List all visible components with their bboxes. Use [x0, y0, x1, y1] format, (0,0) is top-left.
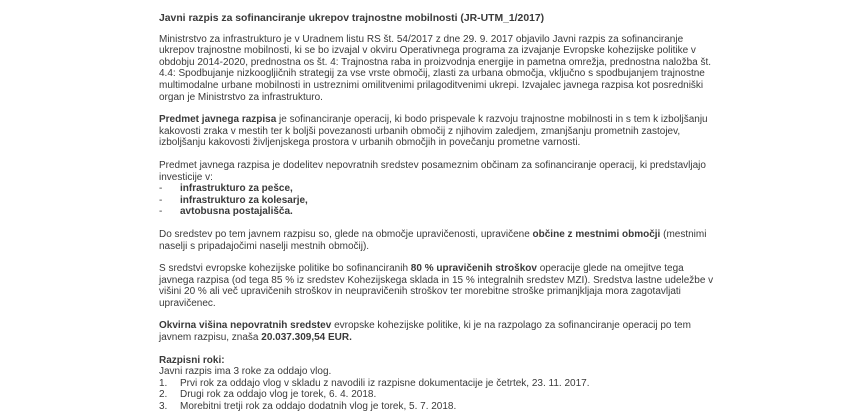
eligible-applicants: občine z mestnimi območji — [532, 228, 661, 240]
subject-text: je sofinanciranje operacij, ki bodo prispevale k razvoju trajnostne mobilnosti in s tem k izboljšanju kakovosti zraka v mestih ter k boljši povezanosti urbanih območij z njihovim zaledjem, zmanjšanju prometnih zastojev, izboljšanju kakovosti življenjskega prostora v urbanih območjih in povečanju prometne varnosti. — [159, 114, 708, 149]
list-item — [159, 401, 719, 413]
announcement-document — [159, 13, 719, 413]
list-number: 3. — [159, 401, 168, 413]
list-item-text: infrastrukturo za kolesarje, — [180, 194, 308, 206]
funding-amount: 20.037.309,54 EUR. — [261, 332, 352, 344]
list-item — [159, 195, 719, 207]
list-item — [159, 378, 719, 390]
funding-text: evropske kohezijske politike, ki je na razpolago za sofinanciranje operacij po tem javnem razpisu, znaša — [159, 320, 691, 344]
list-item-text: Drugi rok za oddajo vlog je torek, 6. 4. 2018. — [180, 389, 377, 401]
deadlines-heading-text: Razpisni roki: — [159, 354, 225, 366]
document-title: Javni razpis za sofinanciranje ukrepov trajnostne mobilnosti (JR-UTM_1/2017) — [159, 13, 545, 24]
list-item — [159, 183, 719, 195]
list-item-text: Prvi rok za oddajo vlog v skladu z navodili iz razpisne dokumentacije je četrtek, 23. 11. 2017. — [180, 377, 590, 389]
list-number: 1. — [159, 377, 168, 389]
eligibility-text-b: (mestnimi naselji s pripadajočimi naselji mestnih območij). — [159, 228, 707, 252]
list-item — [159, 206, 719, 218]
cofinancing-rate: 80 % upravičenih stroškov — [410, 263, 537, 275]
deadlines-intro: Javni razpis ima 3 roke za oddajo vlog. — [159, 366, 332, 378]
list-item-text: infrastrukturo za pešce, — [180, 183, 293, 195]
funding-label: Okvirna višina nepovratnih sredstev — [159, 320, 332, 332]
list-item-text: Morebitni tretji rok za oddajo dodatnih vlog je torek, 5. 7. 2018. — [180, 401, 457, 413]
list-bullet: - — [159, 206, 163, 218]
list-number: 2. — [159, 389, 168, 401]
cofinancing-paragraph — [159, 263, 719, 309]
cofinancing-text-a: S sredstvi evropske kohezijske politike bo sofinanciranih — [159, 263, 411, 275]
list-item — [159, 389, 719, 401]
investments-paragraph: Predmet javnega razpisa je dodelitev nepovratnih sredstev posameznim občinam za sofinanciranje operacij, ki predstavljajo investicije v: — [159, 159, 706, 183]
deadline-list — [159, 378, 719, 413]
cofinancing-text-b: operacije glede na omejitve tega javnega razpisa (od tega 85 % iz sredstev Kohezijskega sklada in 15 % integralnih sredstev MZI). Sredstva lastne udeležbe v višini 20 % ali več upravičenih stroškov in neupravičenih stroškov ter morebitne stroške primanjkljaja mora zagotavljati upravičenec. — [159, 263, 714, 309]
list-bullet: - — [159, 183, 163, 195]
list-bullet: - — [159, 194, 163, 206]
list-item-text: avtobusna postajališča. — [180, 206, 293, 218]
subject-paragraph — [159, 114, 719, 149]
investment-list — [159, 183, 719, 218]
eligibility-paragraph — [159, 229, 719, 252]
intro-paragraph: Ministrstvo za infrastrukturo je v Uradnem listu RS št. 54/2017 z dne 29. 9. 2017 objavilo Javni razpis za sofinanciranje ukrepov trajnostne mobilnosti, ki se bo izvajal v okviru Operativnega programa za izvajanje Evropske kohezijske politike v obdobju 2014-2020, prednostna os št. 4: Trajnostna raba in proizvodnja energije in pametna omrežja, prednostna naložba št. 4.4: Spodbujanje nizkoogljičnih strategij za vse vrste območij, zlasti za urbana območja, vključno s spodbujanjem trajnostne multimodalne urbane mobilnosti in ustreznimi omilitvenimi prilagoditvenimi ukrepi. Izvajalec javnega razpisa kot posredniški organ je Ministrstvo za infrastrukturo. — [159, 33, 712, 103]
eligibility-text-a: Do sredstev po tem javnem razpisu so, glede na območje upravičenosti, upravičene — [159, 228, 533, 240]
funding-paragraph — [159, 320, 719, 343]
subject-label: Predmet javnega razpisa — [159, 114, 277, 126]
deadlines-heading — [159, 355, 719, 367]
